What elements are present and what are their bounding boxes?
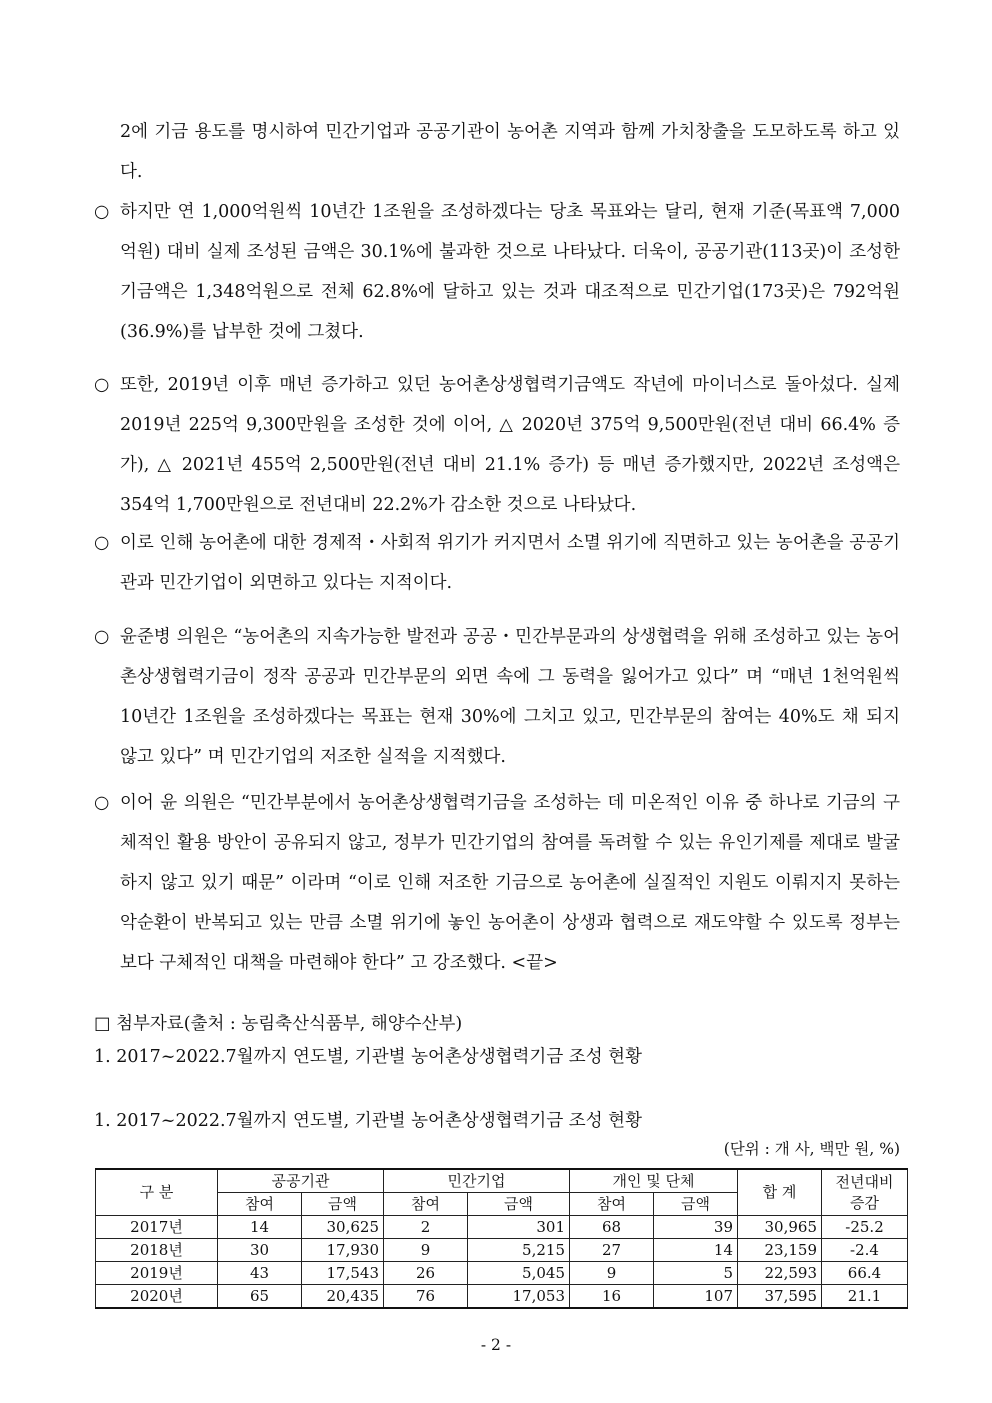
cell-individual-participation: 68 [570, 1216, 654, 1239]
cell-total: 23,159 [738, 1239, 822, 1262]
subheader-private-participation: 참여 [384, 1193, 468, 1216]
bullet-circle: ○ [94, 793, 110, 813]
attachment-item: 1. 2017~2022.7월까지 연도별, 기관별 농어촌상생협력기금 조성 현황 [94, 1047, 642, 1067]
subheader-public-amount: 금액 [302, 1193, 384, 1216]
cell-private-participation: 9 [384, 1239, 468, 1262]
subheader-private-amount: 금액 [468, 1193, 570, 1216]
cell-individual-participation: 9 [570, 1262, 654, 1285]
cell-total: 37,595 [738, 1285, 822, 1309]
paragraph-2 [94, 365, 900, 525]
cell-yoy: -25.2 [822, 1216, 908, 1239]
bullet-circle: ○ [94, 375, 110, 395]
cell-year: 2019년 [96, 1262, 218, 1285]
subheader-individual-amount: 금액 [654, 1193, 738, 1216]
cell-private-amount: 17,053 [468, 1285, 570, 1309]
subheader-individual-participation: 참여 [570, 1193, 654, 1216]
header-private: 민간기업 [384, 1169, 570, 1193]
paragraph-text: 이어 윤 의원은 “민간부분에서 농어촌상생협력기금을 조성하는 데 미온적인 이유 중 하나로 기금의 구체적인 활용 방안이 공유되지 않고, 정부가 민간기업의 참여를 독려할 수 있는 유인기제를 제대로 발굴하지 않고 있기 때문” 이라며 “이로 인해 저조한 기금으로 농어촌에 실질적인 지원도 이뤄지지 못하는 악순환이 반복되고 있는 만큼 소멸 위기에 놓인 농어촌이 상생과 협력으로 재도약할 수 있도록 정부는 보다 구체적인 대책을 마련해야 한다” 고 강조했다. <끝> [120, 793, 900, 973]
cell-individual-amount: 39 [654, 1216, 738, 1239]
cell-public-participation: 30 [218, 1239, 302, 1262]
intro-continuation: 2에 기금 용도를 명시하여 민간기업과 공공기관이 농어촌 지역과 함께 가치창출을 도모하도록 하고 있다. [120, 122, 900, 182]
paragraph-text: 또한, 2019년 이후 매년 증가하고 있던 농어촌상생협력기금액도 작년에 마이너스로 돌아섰다. 실제 2019년 225억 9,300만원을 조성한 것에 이어, △ 2020년 375억 9,500만원(전년 대비 66.4% 증가), △ 2021년 455억 2,500만원(전년 대비 21.1% 증가) 등 매년 증가했지만, 2022년 조성액은 354억 1,700만원으로 전년대비 22.2%가 감소한 것으로 나타났다. [120, 375, 900, 515]
cell-private-participation: 76 [384, 1285, 468, 1309]
attachment-line: □ 첨부자료(출처 : 농림축산식품부, 해양수산부) [94, 1014, 463, 1034]
cell-private-amount: 5,215 [468, 1239, 570, 1262]
cell-public-amount: 30,625 [302, 1216, 384, 1239]
cell-individual-participation: 27 [570, 1239, 654, 1262]
cell-public-amount: 17,930 [302, 1239, 384, 1262]
cell-public-participation: 43 [218, 1262, 302, 1285]
cell-private-participation: 2 [384, 1216, 468, 1239]
cell-total: 30,965 [738, 1216, 822, 1239]
cell-yoy: 66.4 [822, 1262, 908, 1285]
page-number: - 2 - [480, 1336, 512, 1354]
cell-public-participation: 14 [218, 1216, 302, 1239]
table-row [96, 1239, 908, 1262]
cell-yoy: -2.4 [822, 1239, 908, 1262]
paragraph-text: 하지만 연 1,000억원씩 10년간 1조원을 조성하겠다는 당초 목표와는 달리, 현재 기준(목표액 7,000억원) 대비 실제 조성된 금액은 30.1%에 불과한 것으로 나타났다. 더욱이, 공공기관(113곳)이 조성한 기금액은 1,348억원으로 전체 62.8%에 달하고 있는 것과 대조적으로 민간기업(173곳)은 792억원(36.9%)를 납부한 것에 그쳤다. [120, 202, 900, 342]
fund-table [95, 1168, 908, 1309]
paragraph-1 [94, 192, 900, 352]
paragraph-5 [94, 783, 900, 983]
paragraph-4 [94, 617, 900, 777]
cell-yoy: 21.1 [822, 1285, 908, 1309]
header-division: 구 분 [96, 1169, 218, 1216]
cell-individual-amount: 5 [654, 1262, 738, 1285]
table-row [96, 1216, 908, 1239]
paragraph-3 [94, 523, 900, 603]
subheader-public-participation: 참여 [218, 1193, 302, 1216]
table-row [96, 1262, 908, 1285]
paragraph-text: 이로 인해 농어촌에 대한 경제적・사회적 위기가 커지면서 소멸 위기에 직면하고 있는 농어촌을 공공기관과 민간기업이 외면하고 있다는 지적이다. [120, 533, 900, 593]
cell-private-amount: 5,045 [468, 1262, 570, 1285]
table-row [96, 1285, 908, 1309]
cell-individual-amount: 107 [654, 1285, 738, 1309]
cell-public-amount: 17,543 [302, 1262, 384, 1285]
table-title: 1. 2017~2022.7월까지 연도별, 기관별 농어촌상생협력기금 조성 현황 [94, 1111, 642, 1131]
header-public: 공공기관 [218, 1169, 384, 1193]
cell-public-participation: 65 [218, 1285, 302, 1309]
cell-individual-amount: 14 [654, 1239, 738, 1262]
cell-year: 2018년 [96, 1239, 218, 1262]
bullet-circle: ○ [94, 627, 110, 647]
cell-individual-participation: 16 [570, 1285, 654, 1309]
bullet-circle: ○ [94, 202, 110, 222]
header-yoy: 전년대비 증감 [822, 1169, 908, 1216]
table-unit: (단위 : 개 사, 백만 원, %) [723, 1140, 900, 1158]
cell-total: 22,593 [738, 1262, 822, 1285]
cell-year: 2017년 [96, 1216, 218, 1239]
header-total: 합 계 [738, 1169, 822, 1216]
bullet-circle: ○ [94, 533, 110, 553]
cell-private-participation: 26 [384, 1262, 468, 1285]
paragraph-text: 윤준병 의원은 “농어촌의 지속가능한 발전과 공공・민간부문과의 상생협력을 위해 조성하고 있는 농어촌상생협력기금이 정작 공공과 민간부문의 외면 속에 그 동력을 잃어가고 있다” 며 “매년 1천억원씩 10년간 1조원을 조성하겠다는 목표는 현재 30%에 그치고 있고, 민간부문의 참여는 40%도 채 되지 않고 있다” 며 민간기업의 저조한 실적을 지적했다. [120, 627, 900, 767]
cell-year: 2020년 [96, 1285, 218, 1309]
cell-public-amount: 20,435 [302, 1285, 384, 1309]
cell-private-amount: 301 [468, 1216, 570, 1239]
header-individual: 개인 및 단체 [570, 1169, 738, 1193]
